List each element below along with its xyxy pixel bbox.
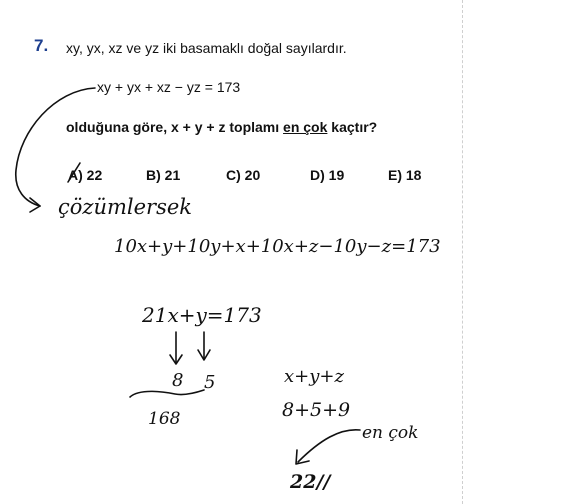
ask-suffix: kaçtır?	[327, 119, 378, 135]
question-stem: xy, yx, xz ve yz iki basamaklı doğal sayılardır.	[66, 40, 347, 56]
option-e[interactable]: E) 18	[388, 167, 422, 183]
sum-expression: x+y+z	[284, 366, 344, 387]
solution-simplified: 21x+y=173	[142, 303, 262, 327]
product-value: 168	[148, 409, 181, 429]
option-d[interactable]: D) 19	[310, 167, 345, 183]
option-c[interactable]: C) 20	[226, 167, 261, 183]
connector-arrow	[16, 88, 95, 206]
x-value: 8	[172, 370, 184, 391]
solution-expansion: 10x+y+10y+x+10x+z−10y−z=173	[114, 236, 441, 257]
question-equation: xy + yx + xz − yz = 173	[97, 79, 241, 95]
max-note: en çok	[362, 423, 419, 443]
ask-emphasis: en çok	[283, 119, 328, 135]
option-b[interactable]: B) 21	[146, 167, 181, 183]
y-value: 5	[204, 372, 216, 393]
solution-heading: çözümlersek	[58, 195, 193, 219]
option-a[interactable]: A) 22	[68, 167, 103, 183]
question-number: 7.	[34, 36, 49, 55]
ask-prefix: olduğuna göre, x + y + z toplamı	[66, 119, 284, 135]
answer-strike-mark	[68, 163, 80, 182]
sum-values: 8+5+9	[282, 399, 351, 421]
product-bracket	[130, 390, 204, 397]
final-answer: 22//	[290, 471, 331, 493]
result-arrow	[298, 430, 360, 462]
